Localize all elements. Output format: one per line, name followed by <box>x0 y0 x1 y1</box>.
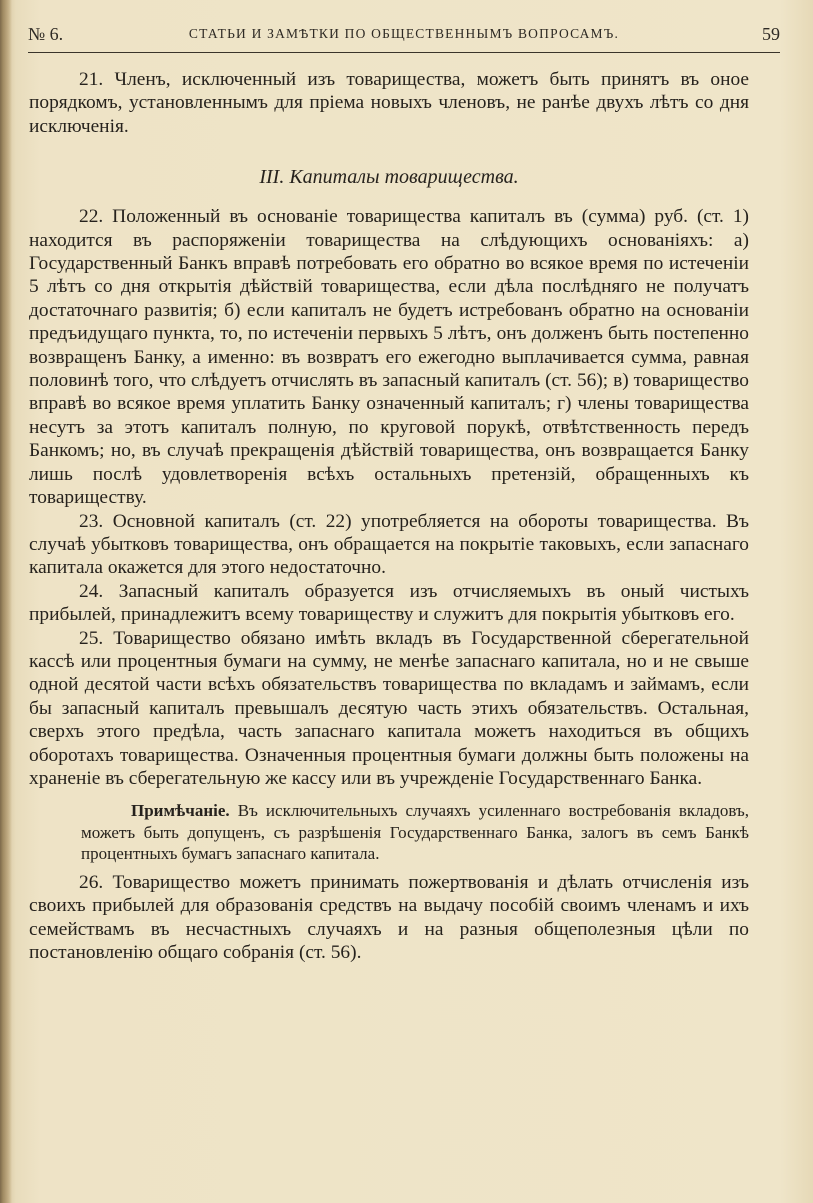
page-body <box>29 68 749 965</box>
paragraph-21: 21. Членъ, исключенный изъ товарищества, можетъ быть принятъ въ оное порядкомъ, установленнымъ для пріема новыхъ членовъ, не ранѣе двухъ лѣтъ со дня исключенія. <box>29 69 749 137</box>
issue-number: № 6. <box>28 24 64 44</box>
paragraph-23: 23. Основной капиталъ (ст. 22) употребляется на обороты товарищества. Въ случаѣ убытковъ товарищества, онъ обращается на покрытіе таковыхъ, если запаснаго капитала окажется для этого недостаточно. <box>29 510 749 579</box>
running-title: СТАТЬИ И ЗАМѢТКИ ПО ОБЩЕСТВЕННЫМЪ ВОПРОСАМЪ. <box>188 26 620 41</box>
paragraph-25: 25. Товарищество обязано имѣть вкладъ въ Государственной сберегательной кассѣ или процентныя бумаги на сумму, не менѣе запаснаго капитала, но и не свыше одной десятой части всѣхъ обязательствъ товарищества по вкладамъ и займамъ, если бы запасный капиталъ превышалъ десятую часть этихъ обязательствъ. Остальная, сверхъ этого предѣла, часть запаснаго капитала можетъ находиться въ общихъ оборотахъ товарищества. Означенныя процентныя бумаги должны быть положены на храненіе въ сберегательную же кассу или въ учрежденіе Государственнаго Банка. <box>29 627 749 789</box>
section-title: III. Капиталы товарищества. <box>259 166 519 189</box>
running-header <box>28 24 780 46</box>
note-heading: Примѣчаніе. <box>131 801 230 821</box>
paragraph-26: 26. Товарищество можетъ принимать пожертвованія и дѣлать отчисленія изъ своихъ прибылей для образованія средствъ на выдачу пособій своимъ членамъ и ихъ семействамъ въ несчастныхъ случаяхъ и на разныя общеполезныя цѣли по постановленію общаго собранія (ст. 56). <box>29 871 749 964</box>
page-number: 59 <box>762 24 780 44</box>
paragraph-24: 24. Запасный капиталъ образуется изъ отчисляемыхъ въ оный чистыхъ прибылей, принадлежитъ всему товариществу и служитъ для покрытія убытковъ его. <box>29 580 749 626</box>
note-text: Въ исключительныхъ случаяхъ усиленнаго востребованія вкладовъ, можетъ быть допущенъ, съ разрѣшенія Государственнаго Банка, залогъ въ семъ Банкѣ процентныхъ бумагъ запаснаго капитала. <box>81 801 750 864</box>
paragraph-22: 22. Положенный въ основаніе товарищества капиталъ въ (сумма) руб. (ст. 1) находится въ распоряженіи товарищества на слѣдующихъ основаніяхъ: а) Государственный Банкъ вправѣ потребовать его обратно во всякое время по истеченіи 5 лѣтъ со дня открытія дѣйствій товарищества, если дѣла послѣдняго не получатъ достаточнаго развитія; б) если капиталъ не будетъ истребованъ обратно на основаніи предъидущаго пункта, то, по истеченіи первыхъ 5 лѣтъ, онъ долженъ быть постепенно возвращенъ Банку, а именно: въ возвратъ его ежегодно выплачивается сумма, равная половинѣ того, что слѣдуетъ отчислять въ запасный капиталъ (ст. 56); в) товарищество вправѣ во всякое время уплатить Банку означенный капиталъ; г) члены товарищества несутъ за этотъ капиталъ полную, по круговой порукѣ, отвѣтственность передъ Банкомъ; но, въ случаѣ прекращенія дѣйствій товарищества, онъ возвращается Банку лишь послѣ удовлетворенія всѣхъ остальныхъ претензій, обращенныхъ къ товариществу. <box>29 206 749 509</box>
book-spine-shadow <box>0 0 12 1203</box>
header-rule <box>28 52 780 53</box>
note-paragraph <box>29 800 749 865</box>
